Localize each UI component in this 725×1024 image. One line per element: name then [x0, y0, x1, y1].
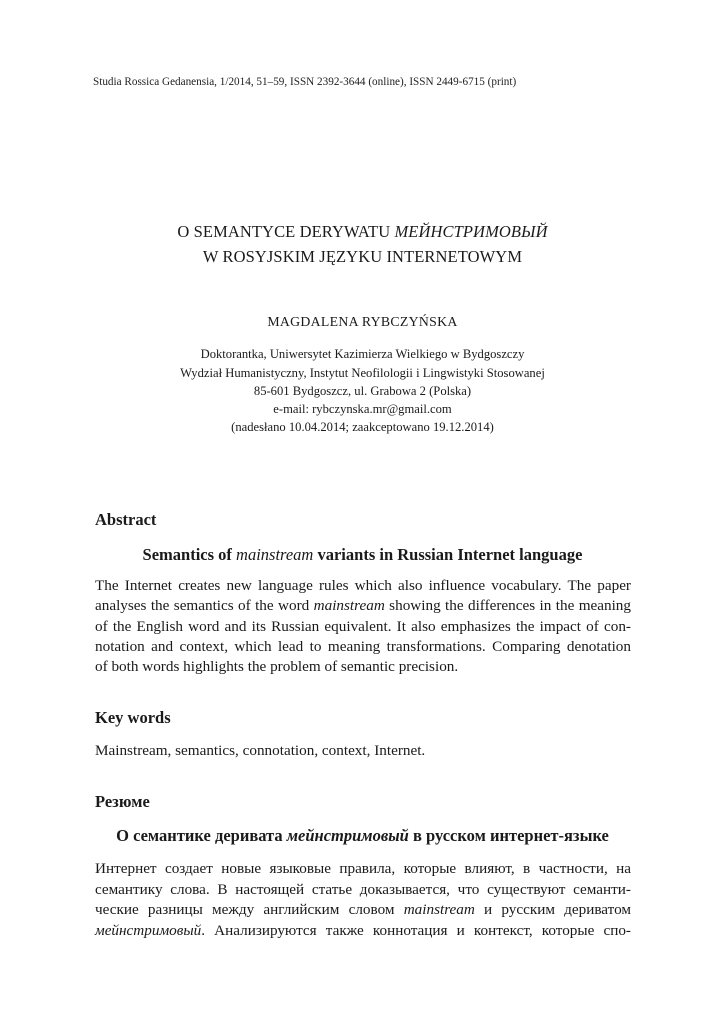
abstract-subtitle-post: variants in Russian Internet language — [313, 545, 583, 564]
abstract-subtitle — [0, 545, 725, 565]
abstract-heading: Abstract — [95, 510, 157, 529]
resume-line-part: ческие разницы между английским словом — [95, 901, 404, 919]
author-name: MAGDALENA RYBCZYŃSKA — [267, 314, 458, 329]
affiliation-email: e-mail: rybczynska.mr@gmail.com — [273, 402, 452, 416]
abstract-line-part: analyses the semantics of the word — [95, 597, 314, 615]
abstract-line: of the English word and its Russian equivalent. It also emphasizes the impact of con- — [95, 617, 631, 635]
article-title-line-1 — [0, 222, 725, 242]
abstract-line-part: showing the differences in the meaning — [384, 597, 631, 615]
title-prefix: O SEMANTYCE DERYWATU — [177, 222, 395, 241]
abstract-line: The Internet creates new language rules which also influence vocabulary. The paper — [95, 577, 631, 594]
resume-subtitle-pre: О семантике деривата — [116, 826, 287, 845]
abstract-subtitle-pre: Semantics of — [142, 545, 237, 564]
resume-line: семантику слова. В настоящей статье доказывается, что существуют семанти- — [95, 880, 631, 898]
title-italic-term: МЕЙНСТРИМОВЫЙ — [394, 222, 548, 241]
article-title-line-2: W ROSYJSKIM JĘZYKU INTERNETOWYM — [202, 247, 523, 266]
resume-line — [95, 921, 631, 942]
resume-line-part: . Анализируются также коннотация и контекст, которые спо- — [201, 921, 631, 939]
resume-italic-term: мейнстримовый — [95, 921, 202, 939]
affiliation-line-2: Wydział Humanistyczny, Instytut Neofilologii i Lingwistyki Stosowanej — [180, 366, 545, 380]
resume-line — [95, 900, 631, 921]
resume-subtitle-post: в русском интернет-языке — [408, 826, 609, 845]
abstract-line: notation and context, which lead to meaning transformations. Comparing denotation — [95, 637, 631, 655]
resume-italic-term: mainstream — [403, 901, 475, 919]
affiliation-address: 85-601 Bydgoszcz, ul. Grabowa 2 (Polska) — [253, 384, 472, 398]
abstract-italic-term: mainstream — [313, 597, 385, 615]
resume-line: Интернет создает новые языковые правила, которые влияют, в частности, на — [95, 860, 631, 877]
abstract-line — [95, 596, 631, 616]
abstract-text — [95, 576, 631, 677]
resume-text — [95, 859, 631, 941]
abstract-line: of both words highlights the problem of semantic precision. — [95, 658, 459, 676]
keywords-heading: Key words — [95, 708, 171, 727]
affiliation-line-1: Doktorantka, Uniwersytet Kazimierza Wielkiego w Bydgoszczy — [200, 347, 525, 361]
journal-citation: Studia Rossica Gedanensia, 1/2014, 51–59, ISSN 2392-3644 (online), ISSN 2449-6715 (print) — [93, 76, 517, 88]
abstract-subtitle-italic: mainstream — [236, 545, 314, 564]
resume-subtitle-italic: мейнстримовый — [286, 826, 409, 845]
resume-line-part: и русским дериватом — [474, 901, 632, 919]
keywords-text: Mainstream, semantics, connotation, context, Internet. — [95, 742, 426, 759]
resume-subtitle — [0, 826, 725, 846]
resume-heading: Резюме — [95, 792, 150, 811]
submission-dates: (nadesłano 10.04.2014; zaakceptowano 19.12.2014) — [231, 420, 494, 434]
